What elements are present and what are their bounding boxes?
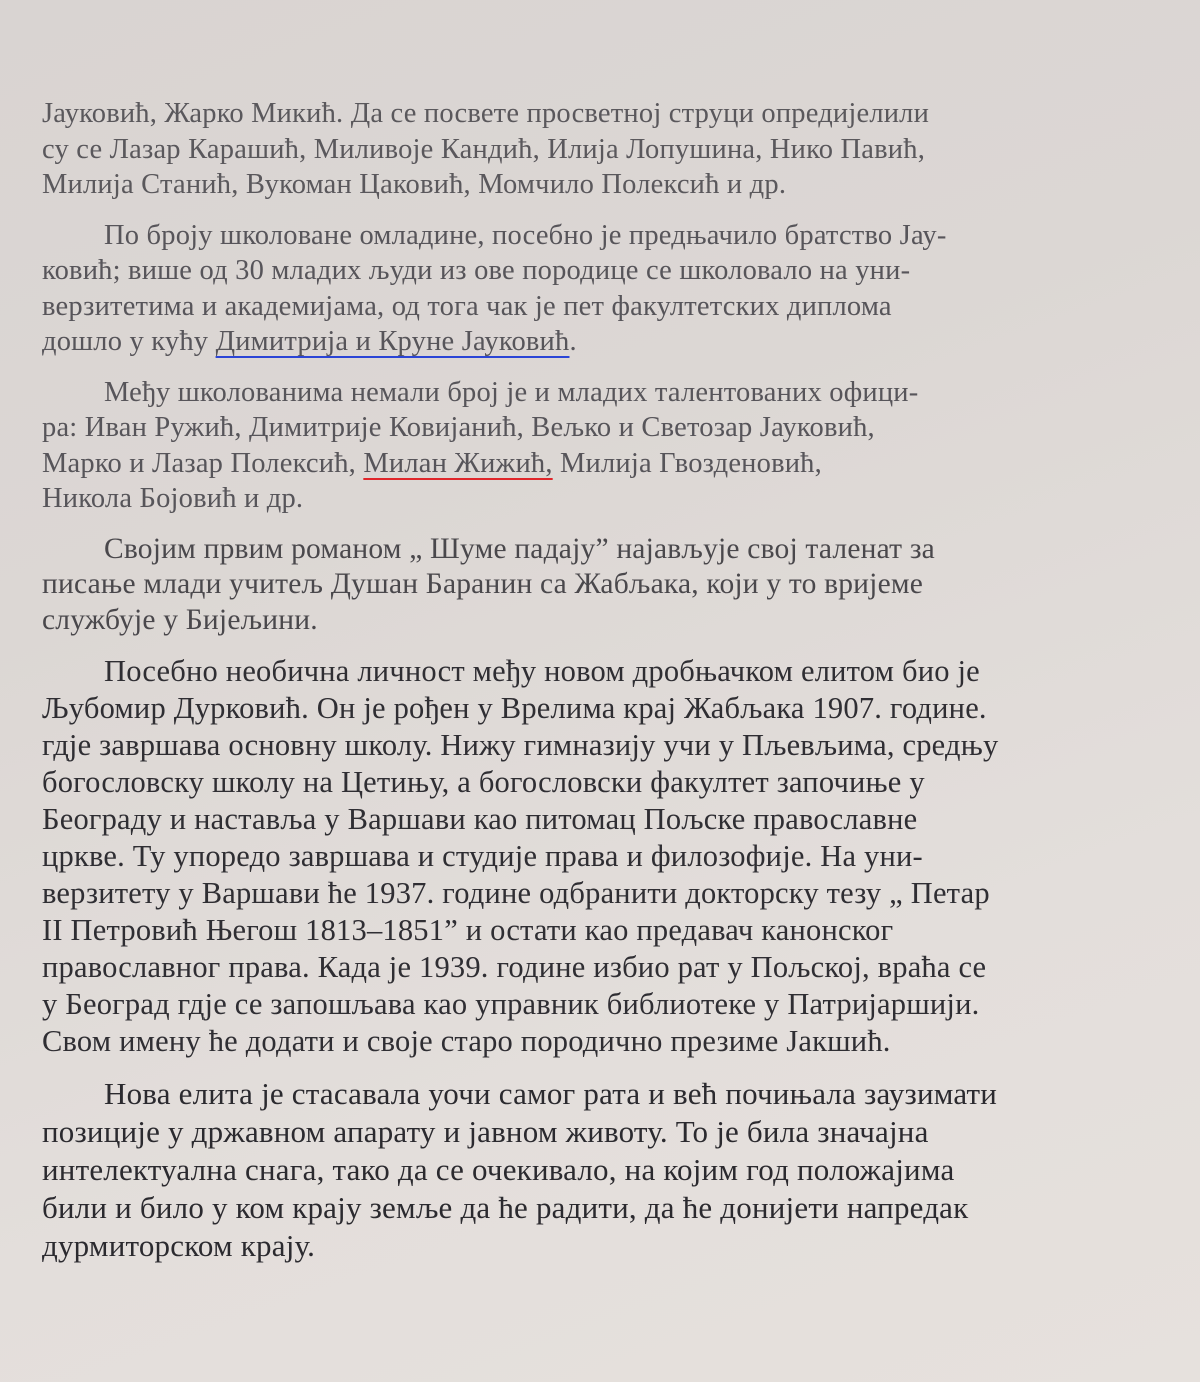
- paragraph-3: [42, 375, 1172, 517]
- text-line: Посебно необична личност међу новом дробњачком елитом био је: [104, 654, 980, 688]
- page-text: [42, 96, 1172, 1280]
- text-line: Нова елита је стасавала уочи самог рата и већ почињала заузимати: [104, 1076, 998, 1111]
- text-line: у Београд гдје се запошљава као управник библиотеке у Патријаршији.: [42, 987, 980, 1021]
- text-line: су се Лазар Карашић, Миливоје Кандић, Илија Лопушина, Нико Павић,: [42, 133, 926, 165]
- blue-underlined-name: Димитрија и Круне Јауковић: [215, 326, 570, 357]
- text-line: Својим првим романом „ Шуме падају” најављује свој таленат за: [104, 532, 935, 565]
- text-line: богословску школу на Цетињу, а богословски факултет започиње у: [42, 765, 925, 799]
- text-line: писање млади учитељ Душан Баранин са Жабљака, који у то вријеме: [42, 568, 924, 600]
- text-line: [42, 446, 1172, 482]
- text-line: цркве. Ту упоредо завршава и студије права и филозофије. На уни-: [42, 839, 923, 873]
- text-fragment: Марко и Лазар Полексић,: [42, 447, 364, 479]
- text-line: Београду и наставља у Варшави као питомац Пољске православне: [42, 802, 918, 836]
- text-fragment: Милија Гвозденовић,: [552, 447, 822, 479]
- text-line: верзитету у Варшави ће 1937. године одбранити докторску тезу „ Петар: [42, 876, 990, 910]
- text-line: ра: Иван Ружић, Димитрије Ковијанић, Вељко и Светозар Јауковић,: [42, 412, 875, 443]
- paragraph-2: [42, 218, 1172, 360]
- text-line: Међу школованима немали број је и младих талентованих офици-: [104, 376, 919, 408]
- text-line: Јауковић, Жарко Микић. Да се посвете просветној струци опредијелили: [42, 98, 930, 129]
- text-line: били и било у ком крају земље да ће радити, да ће донијети напредак: [42, 1190, 969, 1225]
- text-fragment: дошло у кућу: [42, 326, 216, 357]
- text-line: дурмиторском крају.: [42, 1228, 316, 1263]
- text-line: Никола Бојовић и др.: [42, 483, 304, 514]
- text-line: верзитетима и академијама, од тога чак је пет факултетских диплома: [42, 290, 892, 322]
- text-line: интелектуална снага, тако да се очекивало, на којим год положајима: [42, 1152, 955, 1187]
- text-line: По броју школоване омладине, посебно је предњачило братство Јау-: [104, 219, 947, 251]
- text-line: позиције у државном апарату и јавном животу. То је била значајна: [42, 1114, 929, 1149]
- text-line: службује у Бијељини.: [42, 603, 318, 636]
- text-line: Љубомир Дурковић. Он је рођен у Врелима крај Жабљака 1907. године.: [42, 691, 987, 725]
- text-line: II Петровић Његош 1813–1851” и остати као предавач канонског: [42, 913, 894, 947]
- red-underlined-name: Милан Жижић,: [363, 447, 553, 479]
- text-line: ковић; више од 30 младих људи из ове породице се школовало на уни-: [42, 255, 911, 286]
- paragraph-1: [42, 96, 1172, 203]
- text-fragment: .: [569, 326, 577, 357]
- paragraph-5: [42, 653, 1172, 1060]
- text-line: православног права. Када је 1939. године избио рат у Пољској, враћа се: [42, 950, 987, 984]
- text-line: [42, 324, 1172, 360]
- paragraph-6: [42, 1075, 1172, 1265]
- text-line: гдје завршава основну школу. Нижу гимназију учи у Пљевљима, средњу: [42, 728, 999, 762]
- text-line: Милија Станић, Вукоман Цаковић, Момчило Полексић и др.: [42, 169, 787, 200]
- paragraph-4: [42, 532, 1172, 639]
- text-line: Свом имену ће додати и своје старо породично презиме Јакшић.: [42, 1024, 891, 1058]
